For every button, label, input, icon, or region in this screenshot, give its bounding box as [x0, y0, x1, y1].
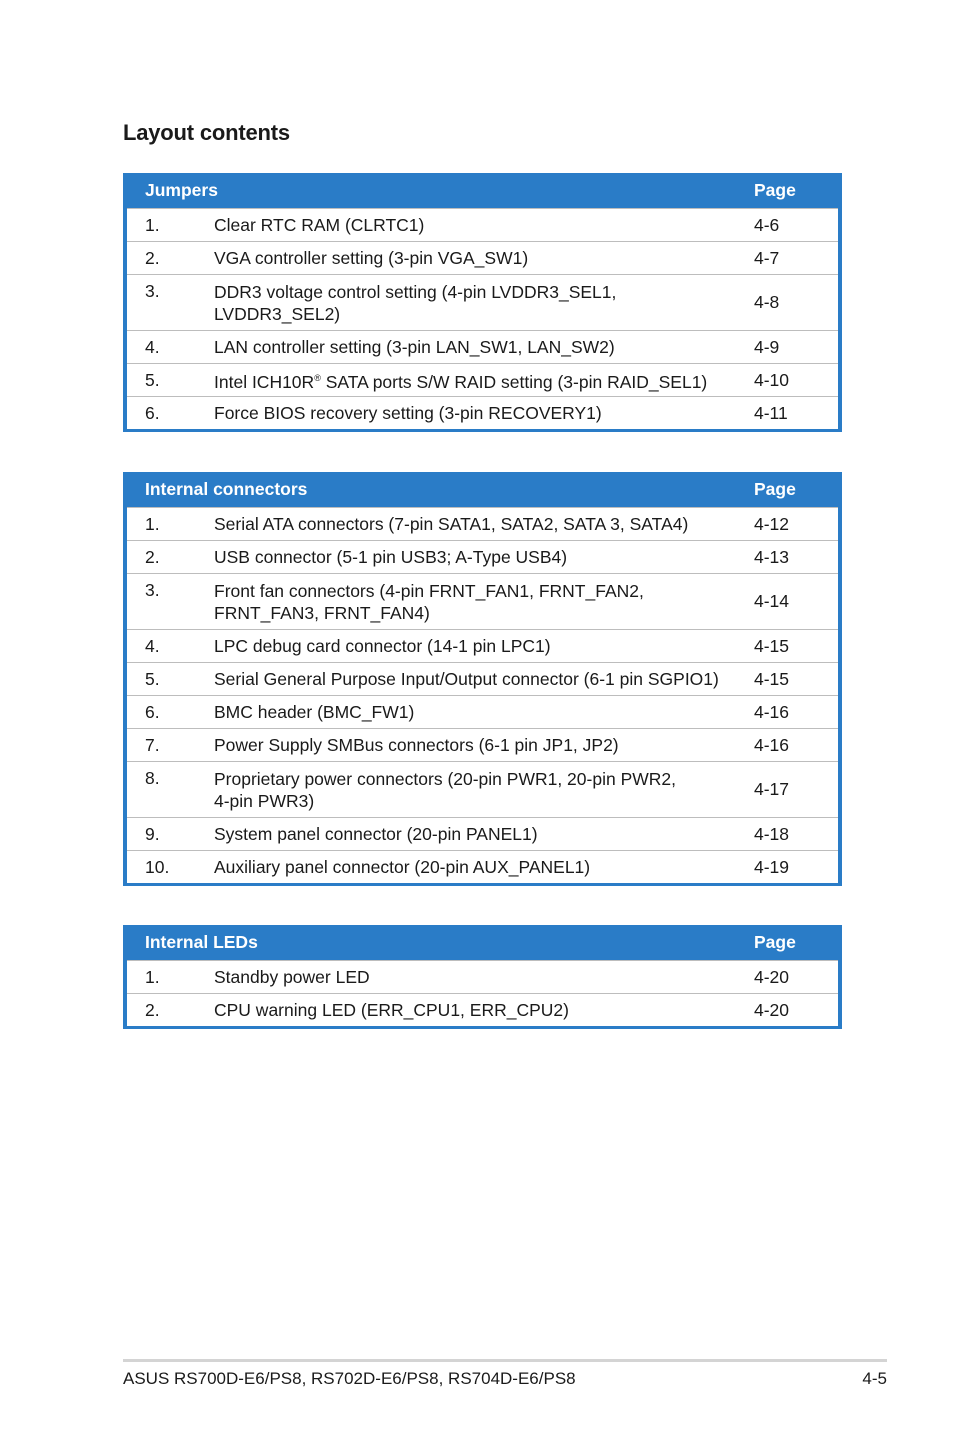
row-number: 5. [145, 668, 160, 689]
table-row [127, 695, 838, 728]
table-row [127, 396, 838, 429]
row-description: VGA controller setting (3-pin VGA_SW1) [214, 248, 529, 268]
row-description: Power Supply SMBus connectors (6-1 pin JP1, JP2) [214, 735, 619, 755]
row-description: LPC debug card connector (14-1 pin LPC1) [214, 636, 551, 656]
row-page: 4-11 [754, 402, 788, 423]
table-row [127, 850, 838, 883]
footer-page-number: 4-5 [862, 1369, 887, 1388]
row-description: LAN controller setting (3-pin LAN_SW1, LAN_SW2) [214, 337, 615, 357]
row-description-line2: 4-pin PWR3) [214, 790, 315, 811]
row-page: 4-7 [754, 247, 780, 268]
table-row [127, 662, 838, 695]
table-row [127, 573, 838, 629]
row-description [214, 281, 754, 325]
row-number: 3. [145, 281, 160, 301]
table-header [123, 925, 842, 960]
row-page: 4-20 [754, 966, 790, 987]
table-header [123, 472, 842, 507]
row-number: 6. [145, 402, 160, 423]
table-header-page: Page [754, 932, 796, 952]
row-number: 8. [145, 768, 160, 788]
internal-leds-table [123, 925, 842, 1029]
table-row [127, 274, 838, 330]
page-title: Layout contents [123, 120, 290, 145]
table-header-page: Page [754, 479, 796, 499]
footer-divider [123, 1359, 887, 1362]
row-number: 4. [145, 336, 160, 357]
row-number: 1. [145, 214, 160, 235]
row-description-part: SATA ports S/W RAID setting (3-pin RAID_SEL1) [320, 372, 708, 392]
row-number: 2. [145, 247, 160, 268]
row-description [214, 367, 754, 393]
row-page: 4-12 [754, 513, 790, 534]
jumpers-table [123, 173, 842, 432]
table-header-title: Jumpers [145, 180, 218, 200]
row-number: 9. [145, 823, 160, 844]
table-row [127, 629, 838, 662]
row-description: USB connector (5-1 pin USB3; A-Type USB4) [214, 547, 568, 567]
row-number: 1. [145, 513, 160, 534]
row-description-line2: FRNT_FAN3, FRNT_FAN4) [214, 602, 430, 623]
row-number: 2. [145, 546, 160, 567]
registered-mark: ® [314, 373, 321, 383]
table-row [127, 728, 838, 761]
row-page: 4-19 [754, 856, 790, 877]
table-header-page: Page [754, 180, 796, 200]
table-row [127, 241, 838, 274]
row-description-line2: LVDDR3_SEL2) [214, 303, 341, 324]
row-number: 10. [145, 856, 170, 877]
row-page: 4-16 [754, 734, 790, 755]
row-page: 4-18 [754, 823, 790, 844]
row-number: 3. [145, 580, 160, 600]
table-header-title: Internal connectors [145, 479, 308, 499]
table-row [127, 993, 838, 1026]
table-header [123, 173, 842, 208]
row-page: 4-14 [754, 591, 790, 611]
row-page: 4-8 [754, 292, 780, 312]
row-number: 2. [145, 999, 160, 1020]
row-description-line1: DDR3 voltage control setting (4-pin LVDDR3_SEL1, [214, 281, 617, 302]
row-number: 1. [145, 966, 160, 987]
table-row [127, 507, 838, 540]
table-header-title: Internal LEDs [145, 932, 258, 952]
row-description-part: Intel ICH10R [214, 372, 315, 392]
internal-connectors-table [123, 472, 842, 886]
row-description: Clear RTC RAM (CLRTC1) [214, 215, 425, 235]
row-description-line1: Proprietary power connectors (20-pin PWR1, 20-pin PWR2, [214, 768, 676, 789]
row-page: 4-16 [754, 701, 790, 722]
row-description: Force BIOS recovery setting (3-pin RECOVERY1) [214, 403, 602, 423]
row-description-line1: Front fan connectors (4-pin FRNT_FAN1, FRNT_FAN2, [214, 580, 644, 601]
row-page: 4-9 [754, 336, 780, 357]
row-page: 4-6 [754, 214, 780, 235]
row-description: Serial General Purpose Input/Output connector (6-1 pin SGPIO1) [214, 669, 719, 689]
table-row [127, 330, 838, 363]
row-page: 4-15 [754, 668, 790, 689]
row-number: 6. [145, 701, 160, 722]
row-description: CPU warning LED (ERR_CPU1, ERR_CPU2) [214, 1000, 569, 1020]
row-page: 4-13 [754, 546, 790, 567]
row-description: BMC header (BMC_FW1) [214, 702, 415, 722]
row-page: 4-10 [754, 369, 790, 390]
row-number: 4. [145, 635, 160, 656]
footer-product-names: ASUS RS700D-E6/PS8, RS702D-E6/PS8, RS704D-E6/PS8 [123, 1369, 576, 1388]
row-page: 4-17 [754, 779, 790, 799]
row-description [214, 580, 754, 624]
table-row [127, 208, 838, 241]
row-number: 7. [145, 734, 160, 755]
row-description: Auxiliary panel connector (20-pin AUX_PANEL1) [214, 857, 591, 877]
row-page: 4-15 [754, 635, 790, 656]
table-row [127, 540, 838, 573]
table-row [127, 817, 838, 850]
row-number: 5. [145, 369, 160, 390]
row-description: Standby power LED [214, 967, 370, 987]
row-page: 4-20 [754, 999, 790, 1020]
row-description: System panel connector (20-pin PANEL1) [214, 824, 538, 844]
table-row [127, 960, 838, 993]
row-description: Serial ATA connectors (7-pin SATA1, SATA2, SATA 3, SATA4) [214, 514, 689, 534]
table-row [127, 761, 838, 817]
table-row [127, 363, 838, 396]
row-description [214, 768, 754, 812]
